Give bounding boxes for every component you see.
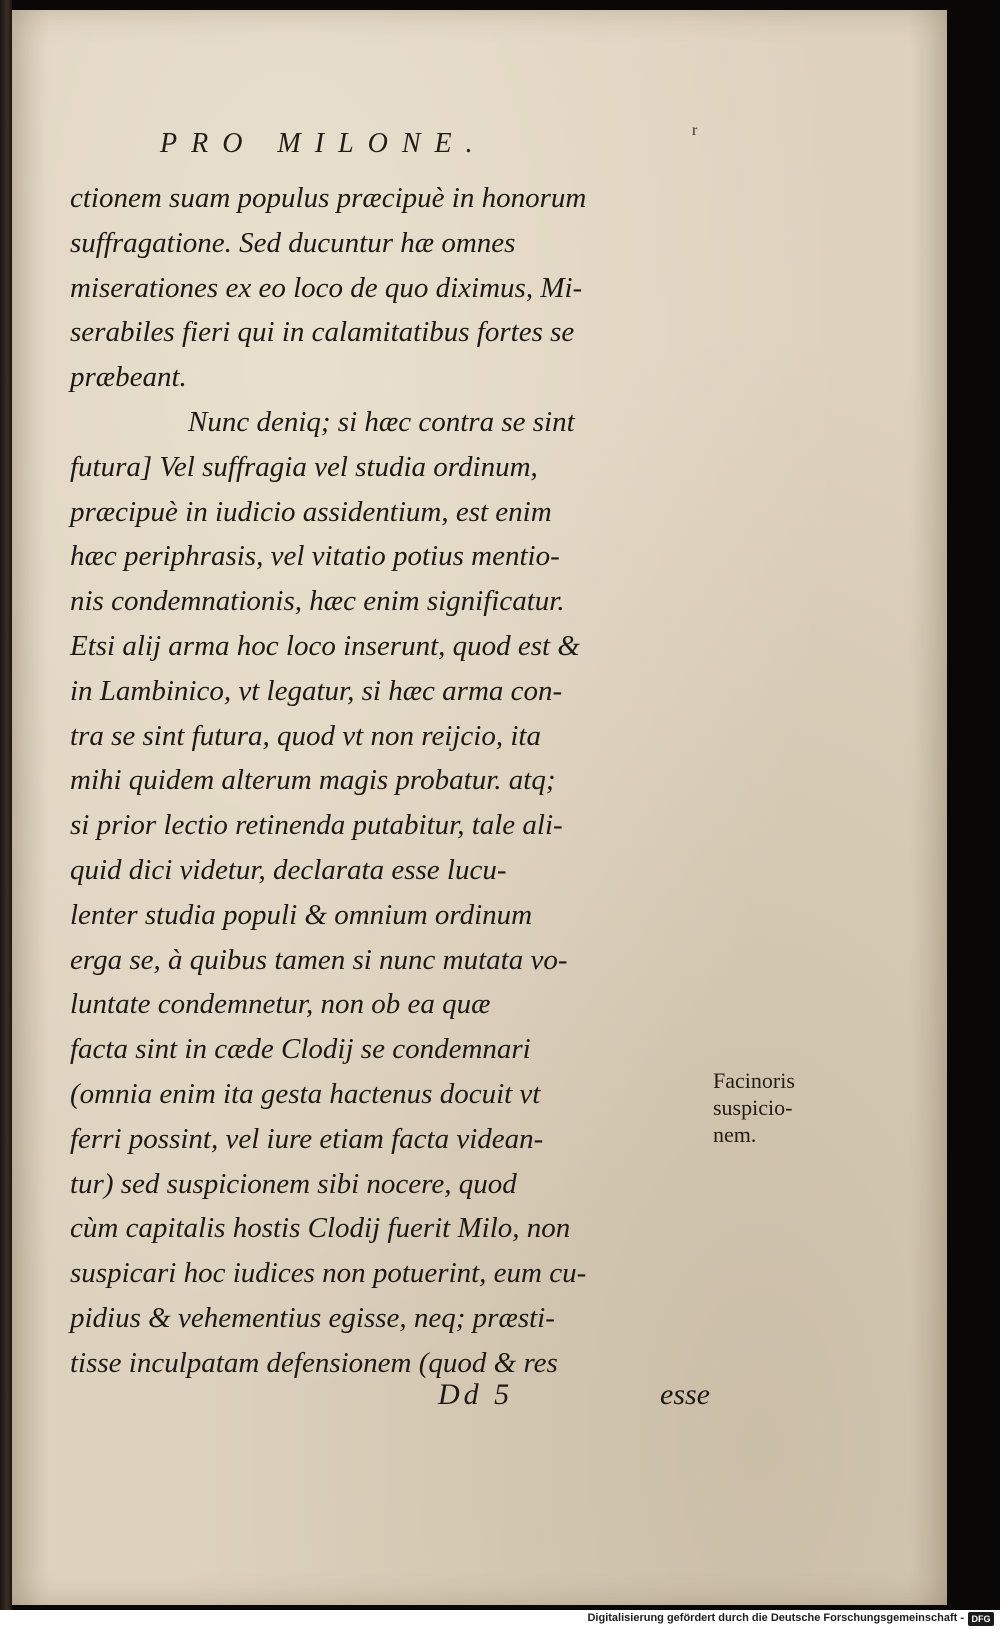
text-line: Nunc deniq; si hæc contra se sint: [188, 405, 575, 438]
marginal-note-line: suspicio-: [713, 1095, 793, 1120]
text-line: hæc periphrasis, vel vitatio potius mentio-: [70, 540, 560, 573]
text-line: suffragatione. Sed ducuntur hæ omnes: [70, 226, 516, 259]
text-line: tur) sed suspicionem sibi nocere, quod: [70, 1167, 517, 1200]
text-line: præcipuè in iudicio assidentium, est enim: [70, 495, 552, 528]
text-line: futura] Vel suffragia vel studia ordinum,: [70, 450, 538, 483]
text-line: ferri possint, vel iure etiam facta videan-: [70, 1122, 544, 1155]
text-line: in Lambinico, vt legatur, si hæc arma con-: [70, 674, 563, 707]
text-line: tisse inculpatam defensionem (quod & res: [70, 1346, 558, 1379]
text-line: erga se, à quibus tamen si nunc mutata vo-: [70, 943, 568, 976]
book-spine-edge: [0, 0, 12, 1629]
text-line: (omnia enim ita gesta hactenus docuit vt: [70, 1077, 541, 1110]
footer-credit: Digitalisierung gefördert durch die Deutsche Forschungsgemeinschaft -: [587, 1612, 964, 1624]
text-line: facta sint in cæde Clodij se condemnari: [70, 1033, 531, 1066]
text-line: præbeant.: [70, 361, 187, 394]
main-text-block: [70, 176, 710, 1386]
signature-mark: Dd 5: [438, 1378, 514, 1411]
marginal-note-line: Facinoris: [713, 1068, 795, 1093]
marginal-note: [713, 1067, 843, 1148]
text-line: tra se sint futura, quod vt non reijcio, ita: [70, 719, 541, 752]
text-line: nis condemnationis, hæc enim significatur.: [70, 585, 565, 618]
running-head: PRO MILONE.: [160, 128, 487, 159]
dfg-logo-icon: DFG: [968, 1612, 994, 1626]
text-line: Etsi alij arma hoc loco inserunt, quod est &: [70, 629, 580, 662]
text-line: ctionem suam populus præcipuè in honorum: [70, 182, 587, 214]
ink-mark: r: [692, 122, 698, 139]
catchword: esse: [660, 1378, 710, 1411]
text-line: lenter studia populi & omnium ordinum: [70, 898, 533, 931]
text-line: si prior lectio retinenda putabitur, tale ali-: [70, 809, 563, 842]
text-line: miserationes ex eo loco de quo diximus, Mi-: [70, 271, 583, 304]
text-line: suspicari hoc iudices non potuerint, eum cu-: [70, 1257, 587, 1290]
text-line: pidius & vehementius egisse, neq; præsti-: [70, 1301, 555, 1334]
text-line: quid dici videtur, declarata esse lucu-: [70, 853, 507, 886]
marginal-note-line: nem.: [713, 1122, 757, 1147]
text-line: cùm capitalis hostis Clodij fuerit Milo, non: [70, 1212, 571, 1245]
text-line: mihi quidem alterum magis probatur. atq;: [70, 764, 556, 797]
text-line: luntate condemnetur, non ob ea quæ: [70, 988, 491, 1021]
text-line: serabiles fieri qui in calamitatibus fortes se: [70, 316, 575, 349]
